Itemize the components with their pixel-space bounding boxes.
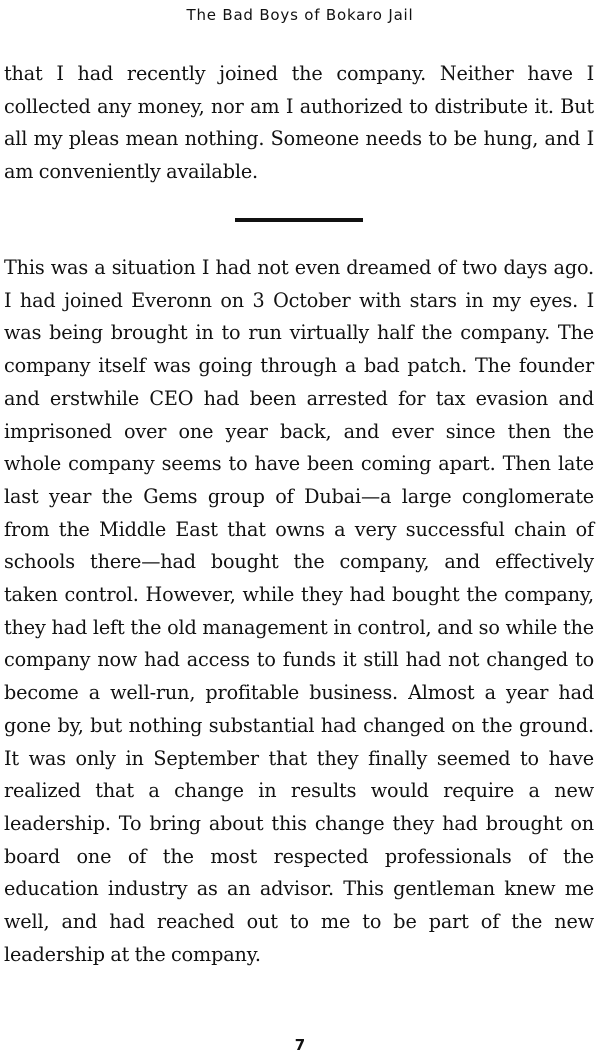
body-paragraph-2: This was a situation I had not even dreamed of two days ago. I had joined Everonn on 3 October with stars in my eyes. I was being brought in to run virtually half the company. The company itself was going through a bad patch. The founder and erstwhile CEO had been arrested for tax evasion and imprisoned over one year back, and ever since then the whole company seems to have been coming apart. Then late last year the Gems group of Dubai—a large conglomerate from the Middle East that owns a very successful chain of schools there—had bought the company, and effectively taken control. However, while they had bought the company, they had left the old management in control, and so while the company now had access to funds it still had not changed to become a well-run, profitable business. Almost a year had gone by, but nothing substantial had changed on the ground. It was only in September that they finally seemed to have realized that a change in results would require a new leadership. To bring about this change they had brought on board one of the most respected professionals of the education industry as an advisor. This gentleman knew me well, and had reached out to me to be part of the new leadership at the company. bbox=[4, 256, 594, 966]
running-head: The Bad Boys of Bokaro Jail bbox=[186, 6, 414, 24]
body-paragraph-1: that I had recently joined the company. Neither have I collected any money, nor am I authorized to distribute it. But all my pleas mean nothing. Someone needs to be hung, and I am conveniently available. bbox=[4, 62, 594, 184]
section-divider bbox=[235, 218, 363, 222]
page-number: 7 bbox=[294, 1036, 306, 1054]
